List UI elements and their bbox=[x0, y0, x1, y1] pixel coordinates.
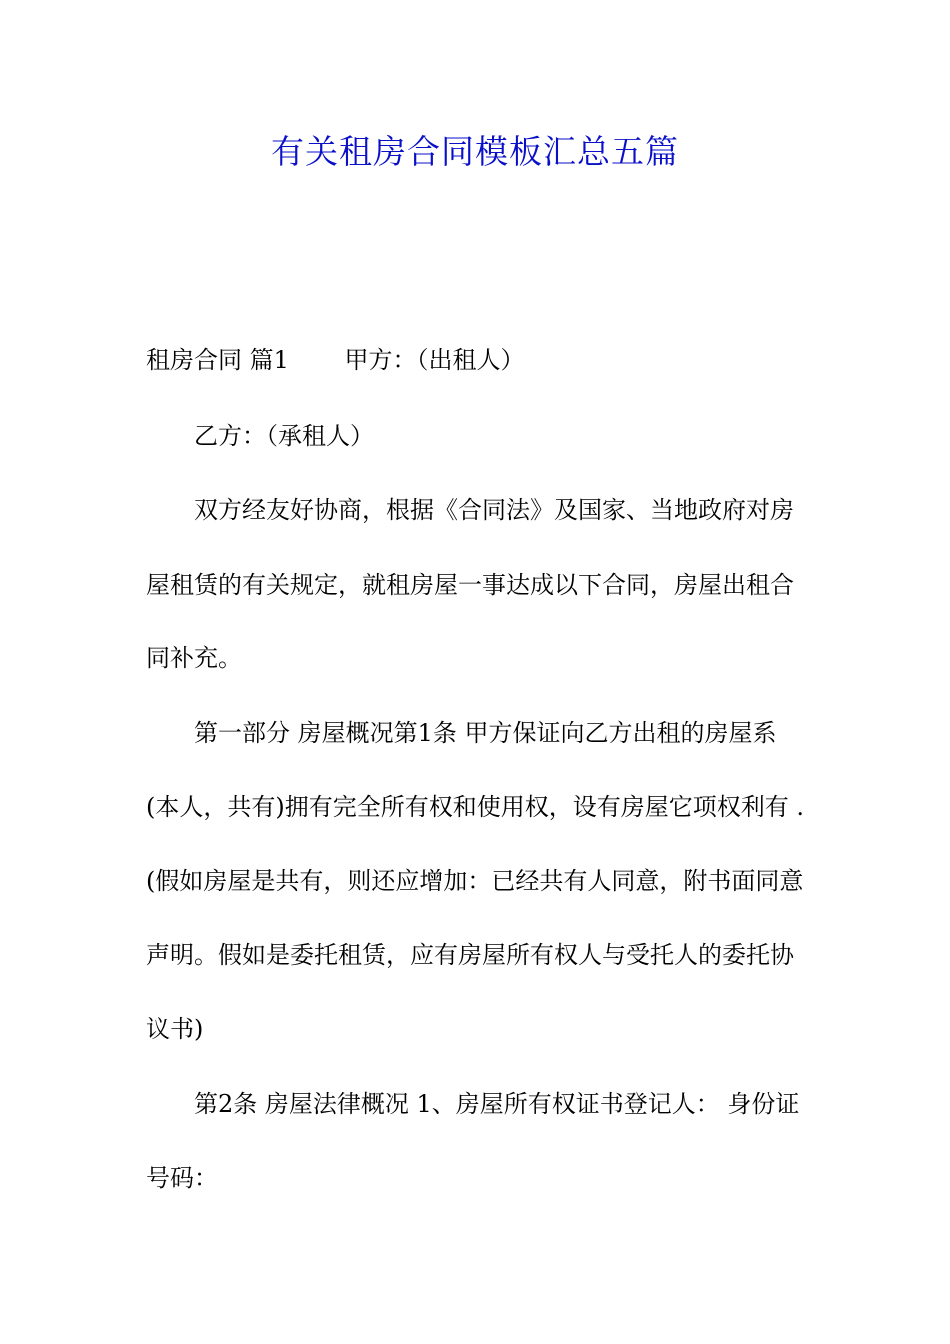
document-title: 有关租房合同模板汇总五篇 bbox=[271, 132, 679, 171]
text-line-12: 号码： bbox=[146, 1164, 218, 1192]
text-line-5: 同补充。 bbox=[146, 644, 242, 672]
text-line-10: 议书) bbox=[146, 1015, 204, 1043]
text-line-2: 乙方：（承租人） bbox=[194, 422, 374, 450]
text-line-6: 第一部分 房屋概况第1条 甲方保证向乙方出租的房屋系 bbox=[194, 719, 777, 747]
text-line-4: 屋租赁的有关规定，就租房屋一事达成以下合同，房屋出租合 bbox=[146, 571, 794, 599]
text-line-11: 第2条 房屋法律概况 1、房屋所有权证书登记人： 身份证 bbox=[194, 1090, 800, 1118]
text-line-9: 声明。假如是委托租赁，应有房屋所有权人与受托人的委托协 bbox=[146, 941, 794, 969]
text-line-1: 租房合同 篇1 甲方：（出租人） bbox=[146, 346, 525, 374]
text-line-7: (本人，共有)拥有完全所有权和使用权，设有房屋它项权利有 . bbox=[146, 793, 804, 821]
text-line-3: 双方经友好协商，根据《合同法》及国家、当地政府对房 bbox=[194, 496, 794, 524]
text-line-8: (假如房屋是共有，则还应增加：已经共有人同意，附书面同意 bbox=[146, 867, 804, 895]
